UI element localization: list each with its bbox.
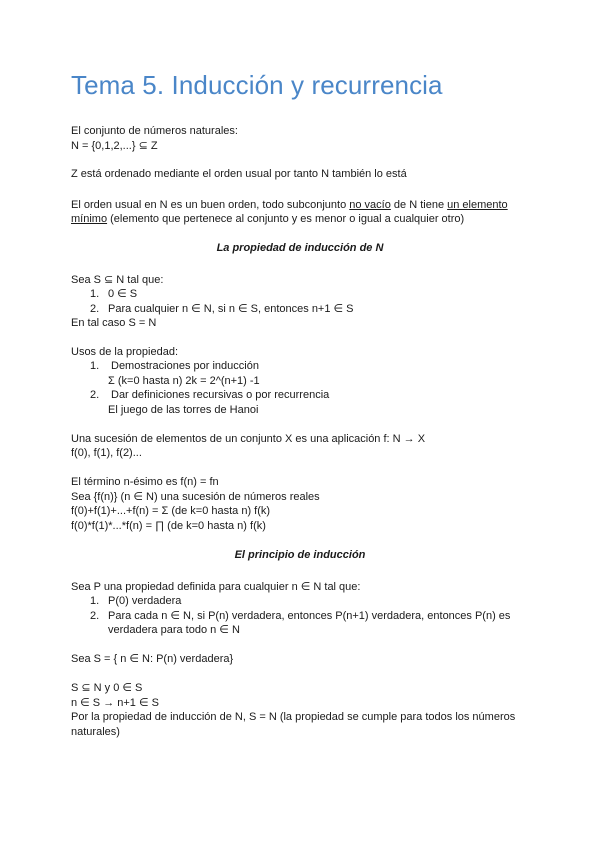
list-item xyxy=(90,359,259,373)
naturals-set: N = {0,1,2,...} ⊆ Z xyxy=(71,140,158,152)
list-number: 2. xyxy=(90,303,100,315)
list-item xyxy=(90,287,137,301)
sucesion-terms: f(0), f(1), f(2)... xyxy=(71,447,142,459)
list-text: 0 ∈ S xyxy=(108,288,138,300)
sucesion-sum: f(0)+f(1)+...+f(n) = Σ (de k=0 hasta n) f(k) xyxy=(71,505,271,517)
section-heading-induction-principle: El principio de inducción xyxy=(234,549,366,561)
set-s-definition: Sea S = { n ∈ N: P(n) verdadera} xyxy=(71,653,234,665)
well-order-underline-nonempty: no vacío xyxy=(349,199,391,211)
well-order-underline-minimum: mínimo xyxy=(71,213,108,225)
list-item xyxy=(90,609,510,623)
list-number: 2. xyxy=(90,389,100,401)
proof-line-2: n ∈ S → n+1 ∈ S xyxy=(71,697,159,709)
sucesion-prod: f(0)*f(1)*...*f(n) = ∏ (de k=0 hasta n) f(k) xyxy=(71,520,266,532)
sucesion-nth: El término n-ésimo es f(n) = fn xyxy=(71,476,219,488)
well-order-text-cont xyxy=(71,212,464,226)
well-order-text xyxy=(71,198,508,212)
list-item xyxy=(90,594,181,608)
list-number: 1. xyxy=(90,360,100,372)
proof-line-4: naturales) xyxy=(71,726,120,738)
list-subtext: verdadera para todo n ∈ N xyxy=(108,624,240,636)
list-item xyxy=(90,302,354,316)
list-subtext: Σ (k=0 hasta n) 2k = 2^(n+1) -1 xyxy=(108,375,260,387)
section1-conclusion: En tal caso S = N xyxy=(71,317,157,329)
sucesion-def: Una sucesión de elementos de un conjunto X es una aplicación f: N → X xyxy=(71,433,426,445)
list-subtext: El juego de las torres de Hanoi xyxy=(108,404,259,416)
well-order-underline-element: un elemento xyxy=(447,199,508,211)
proof-line-3: Por la propiedad de inducción de N, S = N (la propiedad se cumple para todos los números xyxy=(71,711,516,723)
list-number: 1. xyxy=(90,288,100,300)
usos-heading: Usos de la propiedad: xyxy=(71,346,179,358)
well-order-pre: El orden usual en N es un buen orden, todo subconjunto xyxy=(71,199,350,211)
section1-sea: Sea S ⊆ N tal que: xyxy=(71,274,164,286)
sucesion-real: Sea {f(n)} (n ∈ N) una sucesión de números reales xyxy=(71,491,320,503)
list-text: Para cualquier n ∈ N, si n ∈ S, entonces n+1 ∈ S xyxy=(108,303,354,315)
well-order-mid: de N tiene xyxy=(390,199,448,211)
list-text: Dar definiciones recursivas o por recurrencia xyxy=(111,389,330,401)
list-text: P(0) verdadera xyxy=(108,595,182,607)
section-heading-induction-property: La propiedad de inducción de N xyxy=(216,242,384,254)
section2-sea: Sea P una propiedad definida para cualquier n ∈ N tal que: xyxy=(71,581,361,593)
list-text: Demostraciones por inducción xyxy=(111,360,259,372)
proof-line-1: S ⊆ N y 0 ∈ S xyxy=(71,682,143,694)
page-title: Tema 5. Inducción y recurrencia xyxy=(71,70,443,100)
list-text: Para cada n ∈ N, si P(n) verdadera, entonces P(n+1) verdadera, entonces P(n) es xyxy=(108,610,511,622)
list-number: 1. xyxy=(90,595,100,607)
z-ordered-text: Z está ordenado mediante el orden usual por tanto N también lo está xyxy=(71,168,407,180)
well-order-post: (elemento que pertenece al conjunto y es menor o igual a cualquier otro) xyxy=(107,213,465,225)
list-item xyxy=(90,388,329,402)
naturals-intro: El conjunto de números naturales: xyxy=(71,125,238,137)
list-number: 2. xyxy=(90,610,100,622)
